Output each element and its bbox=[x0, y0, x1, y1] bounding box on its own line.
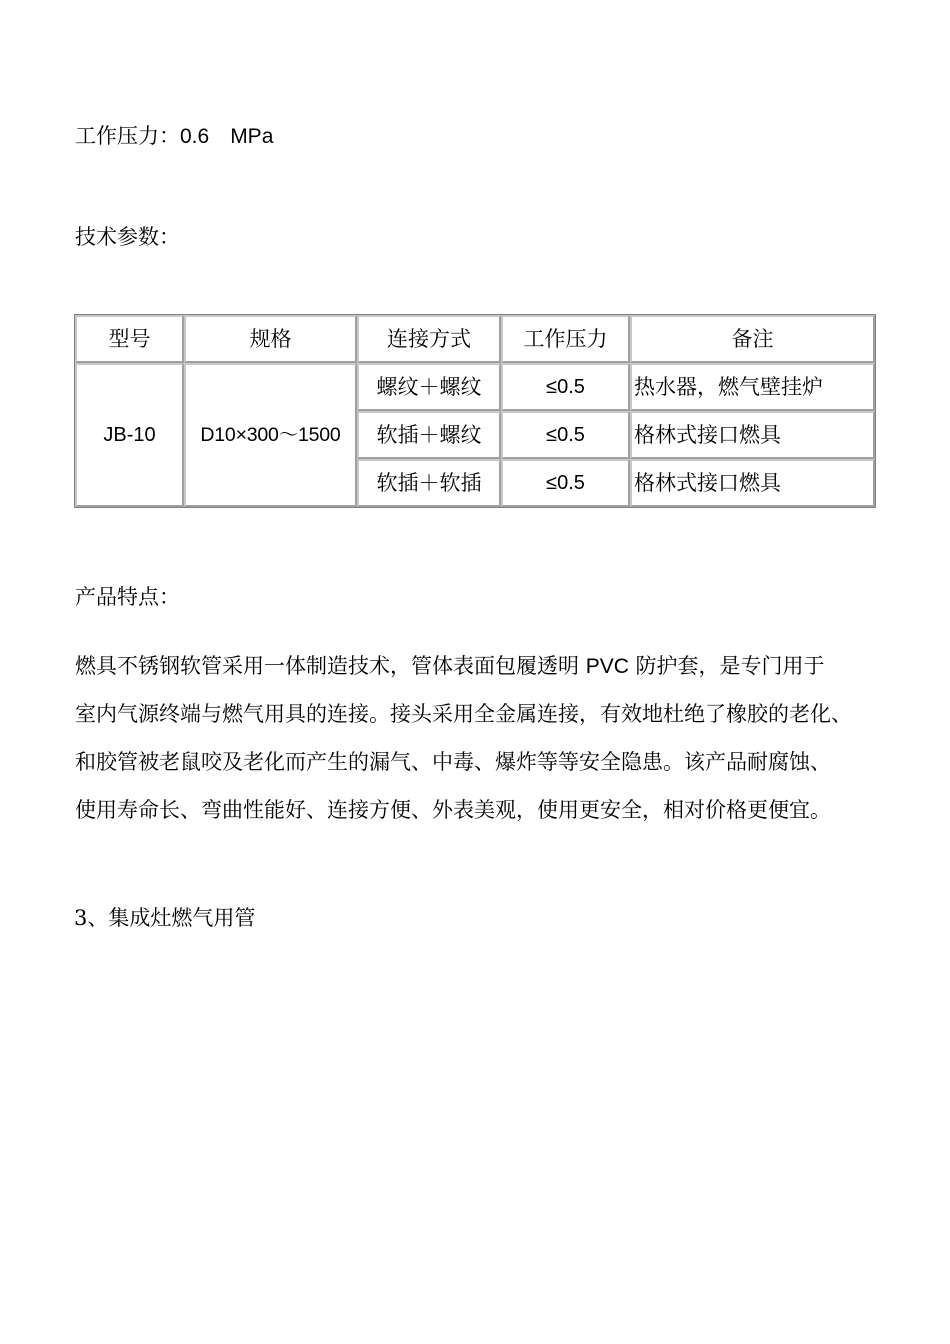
header-pressure: 工作压力 bbox=[501, 315, 630, 363]
paragraph-line: 室内气源终端与燃气用具的连接。接头采用全金属连接，有效地杜绝了橡胶的老化、 bbox=[75, 702, 852, 726]
connection-cell: 软插＋软插 bbox=[357, 459, 501, 507]
paragraph-line: 使用寿命长、弯曲性能好、连接方便、外表美观，使用更安全，相对价格更便宜。 bbox=[75, 798, 831, 822]
table-row bbox=[75, 363, 875, 411]
table-header-row bbox=[75, 315, 875, 363]
paragraph-line bbox=[75, 651, 875, 699]
working-pressure-value: 0.6 MPa bbox=[180, 125, 274, 148]
spec-cell: D10×300～1500 bbox=[184, 363, 357, 507]
header-connection: 连接方式 bbox=[357, 315, 501, 363]
header-model: 型号 bbox=[75, 315, 184, 363]
pressure-cell: ≤0.5 bbox=[501, 459, 630, 507]
working-pressure-label: 工作压力： bbox=[75, 124, 180, 148]
header-note: 备注 bbox=[630, 315, 875, 363]
product-features-heading: 产品特点： bbox=[75, 585, 180, 609]
connection-cell: 软插＋螺纹 bbox=[357, 411, 501, 459]
working-pressure-line bbox=[75, 121, 273, 152]
technical-parameters-heading: 技术参数： bbox=[75, 225, 180, 249]
note-cell: 格林式接口燃具 bbox=[630, 459, 875, 507]
paragraph-text: 防护套，是专门用于 bbox=[628, 654, 825, 678]
pressure-cell: ≤0.5 bbox=[501, 363, 630, 411]
model-cell: JB-10 bbox=[75, 363, 184, 507]
paragraph-text: 燃具不锈钢软管采用一体制造技术，管体表面包履透明 bbox=[75, 654, 586, 678]
paragraph-text-pvc: PVC bbox=[585, 655, 629, 678]
product-features-paragraph bbox=[75, 651, 875, 843]
note-cell: 格林式接口燃具 bbox=[630, 411, 875, 459]
section-heading: 3、集成灶燃气用管 bbox=[74, 906, 256, 930]
note-cell: 热水器，燃气壁挂炉 bbox=[630, 363, 875, 411]
connection-cell: 螺纹＋螺纹 bbox=[357, 363, 501, 411]
header-spec: 规格 bbox=[184, 315, 357, 363]
technical-parameters-table bbox=[74, 314, 876, 508]
pressure-cell: ≤0.5 bbox=[501, 411, 630, 459]
paragraph-line: 和胶管被老鼠咬及老化而产生的漏气、中毒、爆炸等等安全隐患。该产品耐腐蚀、 bbox=[75, 750, 831, 774]
